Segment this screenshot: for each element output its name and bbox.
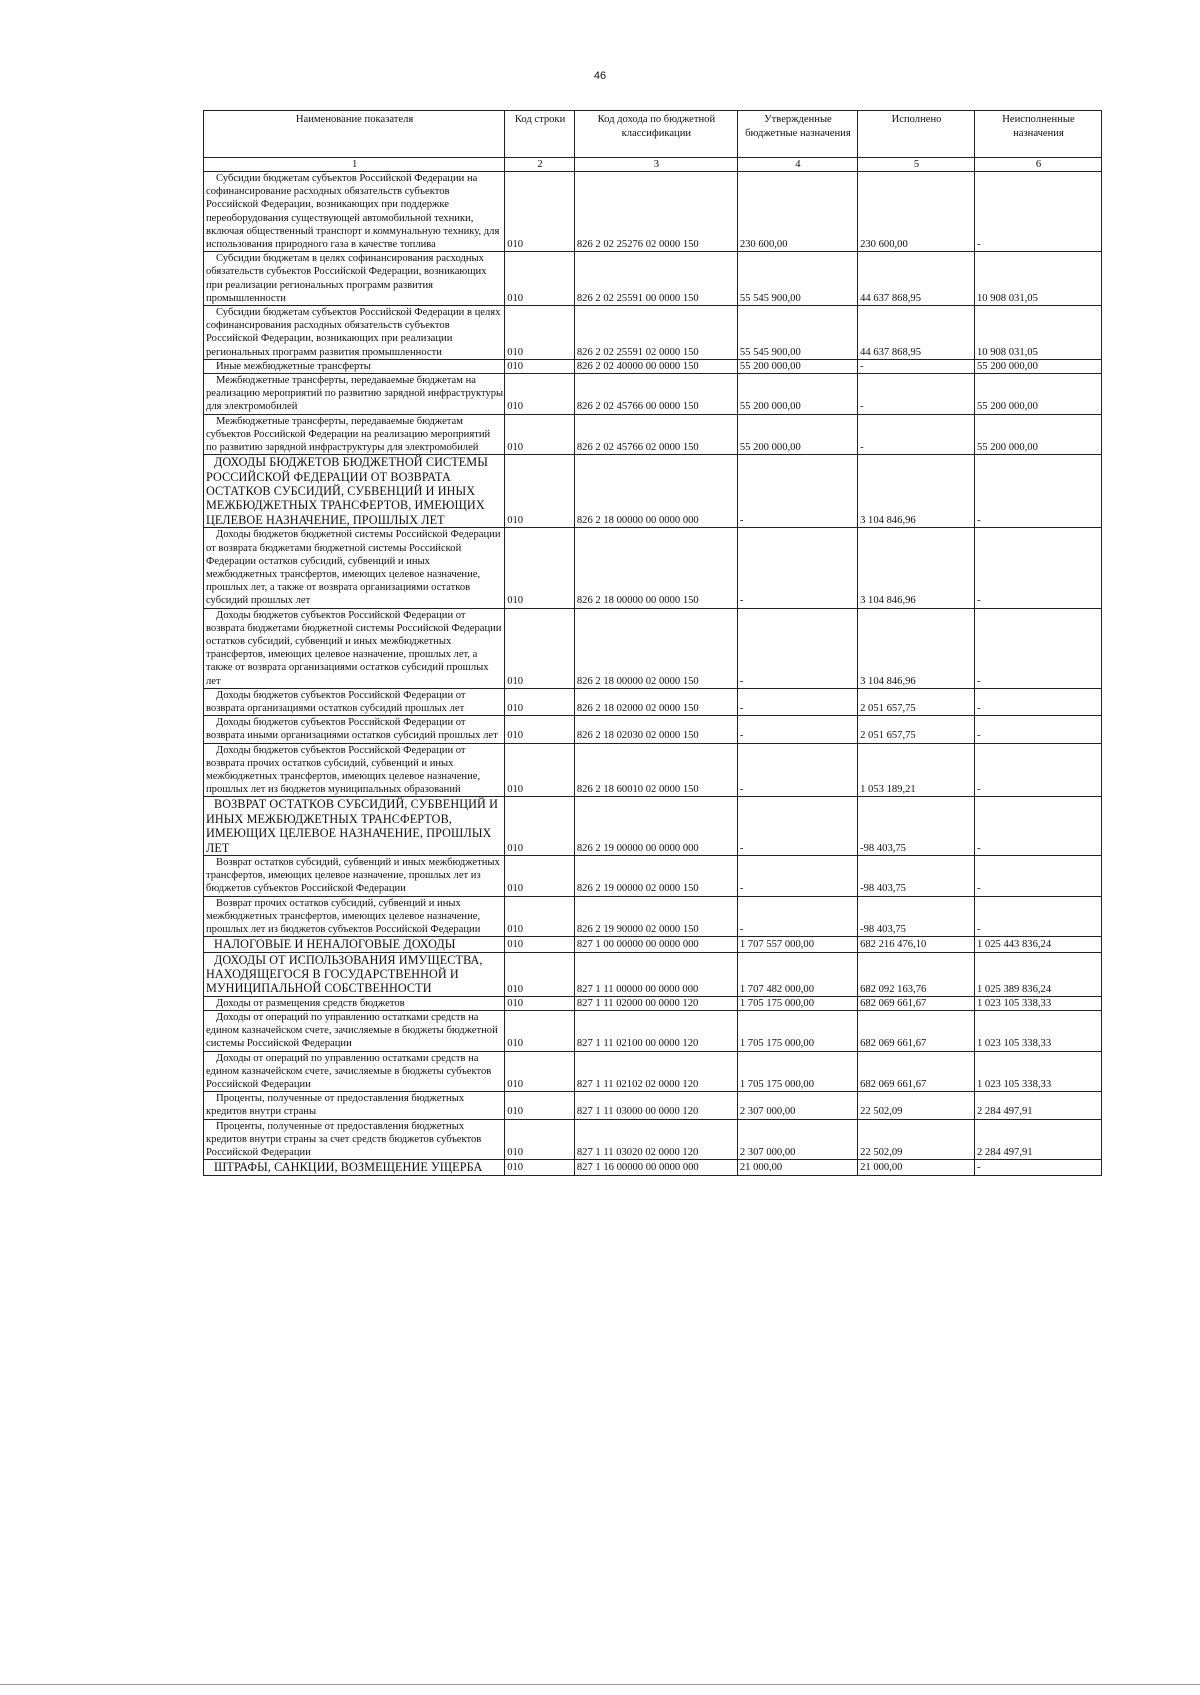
budget-execution-table	[203, 110, 1102, 1176]
row-name-text: Возврат прочих остатков субсидий, субвенций и иных межбюджетных трансфертов, имеющих целевое назначение, прошлых лет из бюджетов субъектов Российской Федерации	[206, 897, 481, 935]
row-line-code: 010	[505, 855, 575, 896]
row-name-text: Межбюджетные трансферты, передаваемые бюджетам на реализацию мероприятий по развитию зарядной инфраструктуры для электромобилей	[206, 375, 504, 413]
table-row	[204, 1051, 1102, 1092]
row-name-text: Доходы бюджетов бюджетной системы Российской Федерации от возврата бюджетами бюджетной системы Российской Федерации остатков субсидий, субвенций и иных межбюджетных трансфертов, имеющих целевое назначение, прошлых лет, а также от возврата организациями остатков субсидий прошлых лет	[206, 529, 501, 607]
row-unexecuted: -	[974, 855, 1101, 896]
row-unexecuted: 55 200 000,00	[974, 414, 1101, 455]
row-income-code: 826 2 18 02000 02 0000 150	[574, 688, 737, 715]
row-income-code: 827 1 16 00000 00 0000 000	[574, 1160, 737, 1175]
row-approved: -	[737, 688, 857, 715]
row-unexecuted: 1 023 105 338,33	[974, 996, 1101, 1010]
row-executed: -98 403,75	[858, 797, 975, 856]
row-income-code: 827 1 11 00000 00 0000 000	[574, 952, 737, 996]
row-executed: -98 403,75	[858, 855, 975, 896]
row-executed: -	[858, 414, 975, 455]
row-unexecuted: -	[974, 172, 1101, 252]
row-income-code: 827 1 11 03000 00 0000 120	[574, 1092, 737, 1119]
table-row	[204, 455, 1102, 528]
table-row	[204, 855, 1102, 896]
row-line-code: 010	[505, 1160, 575, 1175]
row-name	[204, 528, 505, 608]
row-name	[204, 414, 505, 455]
row-executed: 21 000,00	[858, 1160, 975, 1175]
row-line-code: 010	[505, 172, 575, 252]
column-number-row	[204, 158, 1102, 172]
table-row	[204, 896, 1102, 937]
row-name-text: ДОХОДЫ БЮДЖЕТОВ БЮДЖЕТНОЙ СИСТЕМЫ РОССИЙСКОЙ ФЕДЕРАЦИИ ОТ ВОЗВРАТА ОСТАТКОВ СУБСИДИЙ, СУБВЕНЦИЙ И ИНЫХ МЕЖБЮДЖЕТНЫХ ТРАНСФЕРТОВ, ИМЕЮЩИХ ЦЕЛЕВОЕ НАЗНАЧЕНИЕ, ПРОШЛЫХ ЛЕТ	[206, 455, 488, 527]
row-name	[204, 1119, 505, 1160]
row-income-code: 826 2 19 90000 02 0000 150	[574, 896, 737, 937]
row-name-text: ДОХОДЫ ОТ ИСПОЛЬЗОВАНИЯ ИМУЩЕСТВА, НАХОДЯЩЕГОСЯ В ГОСУДАРСТВЕННОЙ И МУНИЦИПАЛЬНОЙ СОБСТВЕННОСТИ	[206, 952, 483, 996]
header-row	[204, 111, 1102, 158]
row-name	[204, 359, 505, 373]
row-approved: -	[737, 528, 857, 608]
row-name	[204, 608, 505, 688]
row-unexecuted: 55 200 000,00	[974, 359, 1101, 373]
header-unexecuted: Неисполненные назначения	[974, 111, 1101, 158]
row-approved: 55 545 900,00	[737, 306, 857, 360]
row-line-code: 010	[505, 716, 575, 743]
row-executed: 44 637 868,95	[858, 252, 975, 306]
row-approved: 2 307 000,00	[737, 1092, 857, 1119]
row-executed: 682 069 661,67	[858, 996, 975, 1010]
row-executed: 3 104 846,96	[858, 528, 975, 608]
row-name	[204, 1011, 505, 1052]
row-name	[204, 1092, 505, 1119]
row-line-code: 010	[505, 528, 575, 608]
row-name	[204, 374, 505, 415]
row-name-text: ВОЗВРАТ ОСТАТКОВ СУБСИДИЙ, СУБВЕНЦИЙ И ИНЫХ МЕЖБЮДЖЕТНЫХ ТРАНСФЕРТОВ, ИМЕЮЩИХ ЦЕЛЕВОЕ НАЗНАЧЕНИЕ, ПРОШЛЫХ ЛЕТ	[206, 797, 498, 855]
row-executed: -98 403,75	[858, 896, 975, 937]
row-approved: 230 600,00	[737, 172, 857, 252]
row-approved: -	[737, 855, 857, 896]
row-executed: 682 069 661,67	[858, 1011, 975, 1052]
row-income-code: 826 2 02 25591 02 0000 150	[574, 306, 737, 360]
row-unexecuted: -	[974, 797, 1101, 856]
row-approved: 55 200 000,00	[737, 359, 857, 373]
row-executed: 22 502,09	[858, 1092, 975, 1119]
row-unexecuted: 1 025 389 836,24	[974, 952, 1101, 996]
row-name-text: Субсидии бюджетам в целях софинансирования расходных обязательств субъектов Российской Федерации, возникающих при реализации региональных программ развития промышленности	[206, 253, 487, 304]
row-name	[204, 306, 505, 360]
row-name-text: Межбюджетные трансферты, передаваемые бюджетам субъектов Российской Федерации на реализацию мероприятий по развитию зарядной инфраструктуры для электромобилей	[206, 415, 491, 454]
row-unexecuted: 10 908 031,05	[974, 306, 1101, 360]
column-number: 2	[505, 158, 575, 172]
row-unexecuted: -	[974, 688, 1101, 715]
row-unexecuted: 10 908 031,05	[974, 252, 1101, 306]
table-row	[204, 172, 1102, 252]
table-row	[204, 414, 1102, 455]
row-line-code: 010	[505, 252, 575, 306]
row-unexecuted: -	[974, 1160, 1101, 1175]
row-income-code: 827 1 11 02000 00 0000 120	[574, 996, 737, 1010]
row-name-text: ШТРАФЫ, САНКЦИИ, ВОЗМЕЩЕНИЕ УЩЕРБА	[214, 1160, 483, 1175]
row-approved: -	[737, 797, 857, 856]
row-unexecuted: 55 200 000,00	[974, 374, 1101, 415]
row-name-text: Доходы бюджетов субъектов Российской Федерации от возврата иными организациями остатков субсидий прошлых лет	[206, 717, 498, 742]
row-name	[204, 455, 505, 528]
row-income-code: 826 2 18 02030 02 0000 150	[574, 716, 737, 743]
row-income-code: 826 2 02 45766 00 0000 150	[574, 374, 737, 415]
row-unexecuted: -	[974, 896, 1101, 937]
row-unexecuted: 1 023 105 338,33	[974, 1051, 1101, 1092]
row-line-code: 010	[505, 455, 575, 528]
row-line-code: 010	[505, 608, 575, 688]
row-income-code: 826 2 18 00000 00 0000 000	[574, 455, 737, 528]
row-name-text: Доходы от операций по управлению остатками средств на едином казначейском счете, зачисляемые в бюджеты бюджетной системы Российской Федерации	[206, 1012, 498, 1050]
row-approved: 55 200 000,00	[737, 414, 857, 455]
row-name-text: Проценты, полученные от предоставления бюджетных кредитов внутри страны за счет средств бюджетов субъектов Российской Федерации	[206, 1120, 482, 1159]
row-name-text: Доходы от размещения средств бюджетов	[216, 997, 405, 1009]
row-executed: -	[858, 359, 975, 373]
row-approved: 1 707 482 000,00	[737, 952, 857, 996]
row-line-code: 010	[505, 359, 575, 373]
row-name	[204, 1051, 505, 1092]
row-approved: -	[737, 896, 857, 937]
row-unexecuted: 2 284 497,91	[974, 1092, 1101, 1119]
column-number: 6	[974, 158, 1101, 172]
row-income-code: 826 2 02 45766 02 0000 150	[574, 414, 737, 455]
table-row	[204, 688, 1102, 715]
row-name-text: Возврат остатков субсидий, субвенций и иных межбюджетных трансфертов, имеющих целевое назначение, прошлых лет из бюджетов субъектов Российской Федерации	[206, 856, 500, 895]
row-approved: -	[737, 608, 857, 688]
row-executed: 1 053 189,21	[858, 743, 975, 797]
row-line-code: 010	[505, 1011, 575, 1052]
row-approved: 1 705 175 000,00	[737, 1011, 857, 1052]
scan-edge-line	[0, 1684, 1200, 1685]
page-number: 46	[593, 70, 607, 82]
header-executed: Исполнено	[858, 111, 975, 158]
table-row	[204, 743, 1102, 797]
row-executed: 682 069 661,67	[858, 1051, 975, 1092]
row-name-text: Доходы бюджетов субъектов Российской Федерации от возврата прочих остатков субсидий, субвенций и иных межбюджетных трансфертов, имеющих целевое назначение, прошлых лет из бюджетов муниципальных образований	[206, 744, 481, 796]
row-line-code: 010	[505, 996, 575, 1010]
row-line-code: 010	[505, 688, 575, 715]
header-name: Наименование показателя	[204, 111, 505, 158]
row-unexecuted: -	[974, 608, 1101, 688]
row-unexecuted: -	[974, 455, 1101, 528]
table-row	[204, 359, 1102, 373]
row-approved: 1 707 557 000,00	[737, 937, 857, 952]
row-name	[204, 896, 505, 937]
row-executed: 682 216 476,10	[858, 937, 975, 952]
table-body	[204, 172, 1102, 1176]
row-name	[204, 937, 505, 952]
row-name	[204, 688, 505, 715]
row-line-code: 010	[505, 952, 575, 996]
row-line-code: 010	[505, 743, 575, 797]
table-row	[204, 937, 1102, 952]
row-income-code: 827 1 11 02100 00 0000 120	[574, 1011, 737, 1052]
row-name-text: Доходы бюджетов субъектов Российской Федерации от возврата организациями остатков субсидий прошлых лет	[206, 689, 466, 714]
row-income-code: 827 1 00 00000 00 0000 000	[574, 937, 737, 952]
table-row	[204, 797, 1102, 856]
row-executed: 2 051 657,75	[858, 688, 975, 715]
table-row	[204, 608, 1102, 688]
row-name-text: Проценты, полученные от предоставления бюджетных кредитов внутри страны	[206, 1093, 465, 1118]
row-executed: 3 104 846,96	[858, 455, 975, 528]
row-approved: 55 200 000,00	[737, 374, 857, 415]
row-executed: 3 104 846,96	[858, 608, 975, 688]
table-row	[204, 716, 1102, 743]
table-row	[204, 374, 1102, 415]
row-income-code: 826 2 18 00000 00 0000 150	[574, 528, 737, 608]
row-approved: 2 307 000,00	[737, 1119, 857, 1160]
row-name	[204, 716, 505, 743]
row-income-code: 827 1 11 02102 02 0000 120	[574, 1051, 737, 1092]
row-line-code: 010	[505, 374, 575, 415]
row-name-text: Доходы бюджетов субъектов Российской Федерации от возврата бюджетами бюджетной системы Российской Федерации остатков субсидий, субвенций и иных межбюджетных трансфертов, имеющих целевое назначение, прошлых лет, а также от возврата организациями остатков субсидий прошлых лет	[206, 609, 502, 687]
row-executed: 44 637 868,95	[858, 306, 975, 360]
row-unexecuted: -	[974, 528, 1101, 608]
row-unexecuted: -	[974, 743, 1101, 797]
row-approved: 1 705 175 000,00	[737, 996, 857, 1010]
row-approved: -	[737, 455, 857, 528]
row-approved: 1 705 175 000,00	[737, 1051, 857, 1092]
row-income-code: 826 2 02 25591 00 0000 150	[574, 252, 737, 306]
row-executed: 2 051 657,75	[858, 716, 975, 743]
row-name-text: Иные межбюджетные трансферты	[216, 360, 371, 372]
row-approved: 55 545 900,00	[737, 252, 857, 306]
row-income-code: 827 1 11 03020 02 0000 120	[574, 1119, 737, 1160]
row-line-code: 010	[505, 896, 575, 937]
table-row	[204, 996, 1102, 1010]
row-line-code: 010	[505, 306, 575, 360]
table-row	[204, 306, 1102, 360]
row-name	[204, 855, 505, 896]
row-name	[204, 952, 505, 996]
header-income-code: Код дохода по бюджетной классификации	[574, 111, 737, 158]
row-income-code: 826 2 18 00000 02 0000 150	[574, 608, 737, 688]
row-line-code: 010	[505, 414, 575, 455]
row-unexecuted: 1 025 443 836,24	[974, 937, 1101, 952]
row-name	[204, 797, 505, 856]
row-unexecuted: -	[974, 716, 1101, 743]
row-executed: 682 092 163,76	[858, 952, 975, 996]
row-line-code: 010	[505, 937, 575, 952]
table-row	[204, 1160, 1102, 1175]
row-income-code: 826 2 02 40000 00 0000 150	[574, 359, 737, 373]
header-approved: Утвержденные бюджетные назначения	[737, 111, 857, 158]
row-unexecuted: 2 284 497,91	[974, 1119, 1101, 1160]
row-line-code: 010	[505, 1119, 575, 1160]
row-unexecuted: 1 023 105 338,33	[974, 1011, 1101, 1052]
table-row	[204, 1119, 1102, 1160]
column-number: 1	[204, 158, 505, 172]
table-row	[204, 252, 1102, 306]
row-line-code: 010	[505, 1092, 575, 1119]
row-income-code: 826 2 02 25276 02 0000 150	[574, 172, 737, 252]
row-name	[204, 252, 505, 306]
row-approved: -	[737, 743, 857, 797]
row-income-code: 826 2 19 00000 00 0000 000	[574, 797, 737, 856]
column-number: 4	[737, 158, 857, 172]
row-executed: 22 502,09	[858, 1119, 975, 1160]
row-name-text: Субсидии бюджетам субъектов Российской Федерации в целях софинансирования расходных обязательств субъектов Российской Федерации, возникающих при реализации региональных программ развития промышленности	[206, 307, 501, 358]
row-name-text: Субсидии бюджетам субъектов Российской Федерации на софинансирование расходных обязательств субъектов Российской Федерации, возникающих при поддержке переоборудования существующей автомобильной техники, включая общественный транспорт и коммунальную технику, для использования природного газа в качестве топлива	[206, 173, 500, 251]
row-name-text: Доходы от операций по управлению остатками средств на едином казначейском счете, зачисляемые в бюджеты субъектов Российской Федерации	[206, 1052, 492, 1091]
row-executed: -	[858, 374, 975, 415]
column-number: 3	[574, 158, 737, 172]
column-number: 5	[858, 158, 975, 172]
row-name	[204, 1160, 505, 1175]
row-approved: 21 000,00	[737, 1160, 857, 1175]
row-name	[204, 743, 505, 797]
row-executed: 230 600,00	[858, 172, 975, 252]
row-name	[204, 172, 505, 252]
table-row	[204, 952, 1102, 996]
header-line-code: Код строки	[505, 111, 575, 158]
row-income-code: 826 2 18 60010 02 0000 150	[574, 743, 737, 797]
row-line-code: 010	[505, 1051, 575, 1092]
row-name	[204, 996, 505, 1010]
row-line-code: 010	[505, 797, 575, 856]
table-row	[204, 528, 1102, 608]
row-name-text: НАЛОГОВЫЕ И НЕНАЛОГОВЫЕ ДОХОДЫ	[214, 937, 456, 952]
table-row	[204, 1092, 1102, 1119]
row-approved: -	[737, 716, 857, 743]
table-row	[204, 1011, 1102, 1052]
row-income-code: 826 2 19 00000 02 0000 150	[574, 855, 737, 896]
